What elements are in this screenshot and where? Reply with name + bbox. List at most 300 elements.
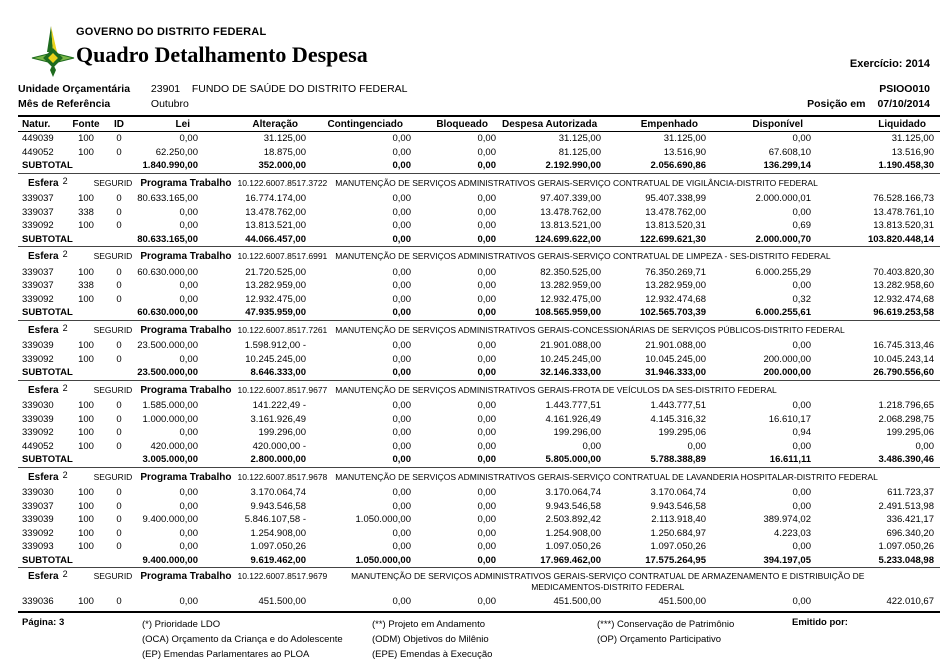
- value-cell: 0: [116, 487, 122, 499]
- natureza-cell: 339093: [22, 541, 54, 553]
- natureza-cell: 339030: [22, 400, 54, 412]
- subtotal-label: SUBTOTAL: [22, 307, 73, 319]
- subtotal-value-cell: 16.611,11: [769, 454, 811, 466]
- column-header-despesa-autorizada: Despesa Autorizada: [502, 117, 607, 132]
- value-cell: 0: [116, 220, 122, 232]
- esfera-value: 2: [62, 569, 68, 579]
- value-cell: 0,00: [392, 527, 411, 539]
- value-cell: 0,00: [477, 266, 496, 278]
- value-cell: 1.000.000,00: [142, 413, 198, 425]
- value-cell: 0,00: [179, 133, 198, 145]
- value-cell: 0,00: [392, 133, 411, 145]
- subtotal-value-cell: 1.840.990,00: [142, 160, 198, 172]
- subtotal-value-cell: 2.056.690,86: [650, 160, 706, 172]
- subtotal-value-cell: 9.400.000,00: [142, 554, 198, 566]
- value-cell: 0: [116, 427, 122, 439]
- value-cell: 10.245.245,00: [540, 353, 601, 365]
- table-row: [18, 293, 940, 307]
- reference-month-value: Outubro: [150, 98, 189, 110]
- value-cell: 1.097.050,26: [250, 541, 306, 553]
- column-header-lei: Lei: [134, 117, 204, 132]
- programa-trabalho-label: Programa Trabalho: [140, 384, 232, 396]
- gdf-logo-icon: [30, 26, 76, 78]
- subtotal-value-cell: 96.619.253,58: [873, 307, 934, 319]
- value-cell: 199.295,06: [658, 427, 706, 439]
- subtotal-value-cell: 394.197,05: [763, 554, 811, 566]
- table-row: [18, 540, 940, 554]
- natureza-cell: 339092: [22, 353, 54, 365]
- value-cell: 0,00: [392, 541, 411, 553]
- value-cell: 100: [78, 266, 94, 278]
- esfera-label: Esfera: [28, 571, 59, 582]
- value-cell: 0,32: [792, 293, 811, 305]
- value-cell: 696.340,20: [886, 527, 934, 539]
- subtotal-row: [18, 453, 940, 467]
- value-cell: 82.350.525,00: [540, 266, 601, 278]
- value-cell: 0,94: [792, 427, 811, 439]
- value-cell: 100: [78, 400, 94, 412]
- programa-trabalho-description: MANUTENÇÃO DE SERVIÇOS ADMINISTRATIVOS GERAIS-CONCESSIONÁRIAS DE SERVIÇOS PÚBLICOS-DISTRITO FEDERAL: [335, 324, 845, 335]
- esfera-label: Esfera: [28, 324, 59, 336]
- natureza-cell: 449052: [22, 146, 54, 158]
- subtotal-value-cell: 8.646.333,00: [250, 367, 306, 379]
- legend-item: (***) Conservação de Patrimônio: [597, 618, 735, 630]
- column-header-fonte: Fonte: [68, 117, 104, 132]
- value-cell: 100: [78, 293, 94, 305]
- value-cell: 0: [116, 133, 122, 145]
- value-cell: 9.400.000,00: [142, 514, 198, 526]
- value-cell: 0,00: [792, 280, 811, 292]
- value-cell: 0,00: [477, 427, 496, 439]
- value-cell: 336.421,17: [886, 514, 934, 526]
- value-cell: 0,00: [477, 500, 496, 512]
- esfera-value: 2: [62, 322, 68, 333]
- value-cell: 0,00: [477, 193, 496, 205]
- table-row: [18, 426, 940, 440]
- value-cell: 0: [116, 293, 122, 305]
- value-cell: 100: [78, 596, 94, 608]
- subtotal-row: [18, 366, 940, 380]
- value-cell: 0,00: [477, 440, 496, 452]
- subtotal-value-cell: 5.233.048,98: [878, 554, 934, 566]
- column-header-id: ID: [104, 117, 134, 132]
- table-row: [18, 146, 940, 160]
- subtotal-value-cell: 9.619.462,00: [250, 554, 306, 566]
- value-cell: 100: [78, 193, 94, 205]
- expense-table: [18, 117, 940, 609]
- value-cell: 13.478.762,00: [540, 206, 601, 218]
- value-cell: 389.974,02: [763, 514, 811, 526]
- programa-trabalho-label: Programa Trabalho: [140, 177, 232, 189]
- value-cell: 0,00: [392, 353, 411, 365]
- value-cell: 1.598.912,00 -: [244, 340, 306, 352]
- value-cell: 0,00: [392, 413, 411, 425]
- legend-item: (OCA) Orçamento da Criança e do Adolescente: [142, 633, 343, 645]
- budget-unit-row: [18, 82, 940, 97]
- value-cell: 100: [78, 487, 94, 499]
- position-date: [807, 97, 930, 112]
- subtotal-label: SUBTOTAL: [22, 454, 73, 466]
- value-cell: 0,00: [392, 596, 411, 608]
- value-cell: 0: [116, 541, 122, 553]
- value-cell: 97.407.339,00: [540, 193, 601, 205]
- esfera-row: [18, 173, 940, 192]
- value-cell: 13.282.958,60: [873, 280, 934, 292]
- value-cell: 1.443.777,51: [650, 400, 706, 412]
- value-cell: 0: [116, 206, 122, 218]
- value-cell: 0,00: [477, 487, 496, 499]
- natureza-cell: 339037: [22, 193, 54, 205]
- value-cell: 0,00: [792, 596, 811, 608]
- programa-trabalho-description: MANUTENÇÃO DE SERVIÇOS ADMINISTRATIVOS GERAIS-SERVIÇO CONTRATUAL DE LIMPEZA - SES-DISTRITO FEDERAL: [335, 251, 831, 262]
- subtotal-value-cell: 0,00: [477, 233, 496, 245]
- subtotal-row: [18, 306, 940, 320]
- programa-trabalho-code: 10.122.6007.8517.9679: [237, 571, 328, 581]
- esfera-row: [18, 247, 940, 266]
- subtotal-value-cell: 17.575.264,95: [645, 554, 706, 566]
- subtotal-row: [18, 233, 940, 247]
- value-cell: 0,00: [477, 413, 496, 425]
- column-header-empenhado: Empenhado: [607, 117, 712, 132]
- value-cell: 338: [78, 206, 94, 218]
- subtotal-value-cell: 17.969.462,00: [540, 554, 601, 566]
- value-cell: 141.222,49 -: [252, 400, 306, 412]
- value-cell: 23.500.000,00: [137, 340, 198, 352]
- programa-trabalho-label: Programa Trabalho: [140, 471, 232, 483]
- value-cell: 100: [78, 133, 94, 145]
- value-cell: 0,00: [392, 340, 411, 352]
- esfera-row: [18, 568, 940, 596]
- subtotal-value-cell: 5.788.388,89: [650, 454, 706, 466]
- table-row: [18, 132, 940, 146]
- natureza-cell: 339036: [22, 596, 54, 608]
- subtotal-value-cell: 1.050.000,00: [355, 554, 411, 566]
- legend-column-1: [142, 617, 372, 662]
- position-label: Posição em: [807, 98, 866, 110]
- subtotal-value-cell: 352.000,00: [258, 160, 306, 172]
- value-cell: 0,00: [792, 440, 811, 452]
- report-header: [18, 0, 940, 82]
- page-number: Página: 3: [22, 616, 65, 628]
- table-row: [18, 595, 940, 609]
- column-header-liquidado: Liquidado: [817, 117, 940, 132]
- value-cell: 3.161.926,49: [250, 413, 306, 425]
- subtotal-value-cell: 0,00: [477, 554, 496, 566]
- programa-trabalho-description: MANUTENÇÃO DE SERVIÇOS ADMINISTRATIVOS GERAIS-SERVIÇO CONTRATUAL DE VIGILÂNCIA-DISTRITO FEDERAL: [335, 177, 818, 188]
- legend-item: (**) Projeto em Andamento: [372, 618, 486, 630]
- value-cell: 1.443.777,51: [545, 400, 601, 412]
- value-cell: 0,00: [392, 487, 411, 499]
- esfera-row: [18, 380, 940, 399]
- value-cell: 80.633.165,00: [137, 193, 198, 205]
- esfera-label: Esfera: [28, 251, 59, 263]
- value-cell: 10.045.243,14: [873, 353, 934, 365]
- budget-unit-label: Unidade Orçamentária: [18, 83, 131, 95]
- subtotal-value-cell: 0,00: [392, 454, 411, 466]
- value-cell: 420.000,00 -: [252, 440, 306, 452]
- value-cell: 12.932.474,68: [873, 293, 934, 305]
- value-cell: 451.500,00: [658, 596, 706, 608]
- esfera-label: Esfera: [28, 471, 59, 483]
- value-cell: 0,00: [477, 206, 496, 218]
- legend-column-2: [372, 617, 597, 662]
- subtotal-value-cell: 122.699.621,30: [639, 233, 706, 245]
- value-cell: 100: [78, 220, 94, 232]
- natureza-cell: 449039: [22, 133, 54, 145]
- value-cell: 0,00: [582, 440, 601, 452]
- reference-month-row: [18, 97, 940, 112]
- value-cell: 60.630.000,00: [137, 266, 198, 278]
- position-value: 07/10/2014: [877, 98, 930, 110]
- budget-unit-code: 23901: [150, 83, 181, 95]
- value-cell: 338: [78, 280, 94, 292]
- subtotal-value-cell: 60.630.000,00: [137, 307, 198, 319]
- value-cell: 0,00: [392, 280, 411, 292]
- natureza-cell: 339039: [22, 514, 54, 526]
- value-cell: 13.282.959,00: [540, 280, 601, 292]
- value-cell: 0,00: [179, 280, 198, 292]
- programa-trabalho-code: 10.122.6007.8517.7261: [237, 324, 328, 335]
- subtotal-value-cell: 1.190.458,30: [878, 160, 934, 172]
- value-cell: 451.500,00: [258, 596, 306, 608]
- programa-trabalho-code: 10.122.6007.8517.6991: [237, 251, 328, 262]
- value-cell: 0,00: [477, 293, 496, 305]
- value-cell: 81.125,00: [558, 146, 601, 158]
- natureza-cell: 339092: [22, 220, 54, 232]
- value-cell: 199.296,00: [553, 427, 601, 439]
- value-cell: 0,00: [179, 353, 198, 365]
- natureza-cell: 339037: [22, 280, 54, 292]
- value-cell: 12.932.475,00: [540, 293, 601, 305]
- value-cell: 31.125,00: [663, 133, 706, 145]
- value-cell: 1.097.050,26: [878, 541, 934, 553]
- value-cell: 12.932.475,00: [245, 293, 306, 305]
- value-cell: 100: [78, 514, 94, 526]
- value-cell: 420.000,00: [150, 440, 198, 452]
- value-cell: 0: [116, 500, 122, 512]
- subtotal-value-cell: 32.146.333,00: [540, 367, 601, 379]
- value-cell: 100: [78, 541, 94, 553]
- esfera-value: 2: [62, 175, 68, 186]
- programa-trabalho-description: MANUTENÇÃO DE SERVIÇOS ADMINISTRATIVOS GERAIS-FROTA DE VEÍCULOS DA SES-DISTRITO FEDERAL: [335, 384, 777, 395]
- value-cell: 422.010,67: [886, 596, 934, 608]
- value-cell: 1.050.000,00: [355, 514, 411, 526]
- natureza-cell: 339092: [22, 293, 54, 305]
- table-row: [18, 399, 940, 413]
- value-cell: 9.943.546,58: [250, 500, 306, 512]
- value-cell: 0,00: [392, 146, 411, 158]
- natureza-cell: 339037: [22, 266, 54, 278]
- value-cell: 0: [116, 280, 122, 292]
- value-cell: 0,00: [792, 487, 811, 499]
- natureza-cell: 339039: [22, 340, 54, 352]
- report-footer: [18, 613, 940, 662]
- value-cell: 0,00: [179, 293, 198, 305]
- value-cell: 0: [116, 146, 122, 158]
- value-cell: 12.932.474,68: [645, 293, 706, 305]
- programa-trabalho-label: Programa Trabalho: [140, 251, 232, 263]
- value-cell: 13.813.520,31: [645, 220, 706, 232]
- subtotal-value-cell: 26.790.556,60: [873, 367, 934, 379]
- column-header-contingenciado: Contingenciado: [312, 117, 417, 132]
- table-row: [18, 206, 940, 220]
- value-cell: 100: [78, 413, 94, 425]
- value-cell: 1.254.908,00: [250, 527, 306, 539]
- expense-table-body: [18, 132, 940, 609]
- value-cell: 21.720.525,00: [245, 266, 306, 278]
- esfera-sphere: SEGURID: [93, 384, 133, 395]
- value-cell: 1.250.684,97: [650, 527, 706, 539]
- value-cell: 451.500,00: [553, 596, 601, 608]
- subtotal-value-cell: 44.066.457,00: [245, 233, 306, 245]
- value-cell: 0,00: [477, 146, 496, 158]
- report-code: PSIOO010: [879, 83, 930, 95]
- programa-trabalho-description: MANUTENÇÃO DE SERVIÇOS ADMINISTRATIVOS GERAIS-SERVIÇO CONTRATUAL DE ARMAZENAMENTO E DISTRIBUIÇÃO DE MEDICAMENTOS-DISTRITO FEDERAL: [351, 571, 865, 592]
- subtotal-label: SUBTOTAL: [22, 367, 73, 379]
- value-cell: 13.516,90: [663, 146, 706, 158]
- value-cell: 100: [78, 427, 94, 439]
- esfera-value: 2: [62, 249, 68, 260]
- value-cell: 2.000.000,01: [755, 193, 811, 205]
- report-title: Quadro Detalhamento Despesa: [76, 42, 368, 67]
- value-cell: 2.068.298,75: [878, 413, 934, 425]
- value-cell: 3.170.064,74: [545, 487, 601, 499]
- esfera-sphere: SEGURID: [93, 471, 133, 482]
- column-header-altera-o: Alteração: [204, 117, 312, 132]
- subtotal-value-cell: 5.805.000,00: [545, 454, 601, 466]
- value-cell: 0,00: [392, 440, 411, 452]
- table-row: [18, 527, 940, 541]
- programa-trabalho-code: 10.122.6007.8517.3722: [237, 177, 328, 188]
- subtotal-value-cell: 0,00: [392, 160, 411, 172]
- value-cell: 0,00: [792, 541, 811, 553]
- programa-trabalho-description: MANUTENÇÃO DE SERVIÇOS ADMINISTRATIVOS GERAIS-SERVIÇO CONTRATUAL DE LAVANDERIA HOSPITALAR-DISTRITO FEDERAL: [335, 471, 878, 482]
- value-cell: 0,00: [792, 206, 811, 218]
- value-cell: 100: [78, 353, 94, 365]
- value-cell: 10.245.245,00: [245, 353, 306, 365]
- subtotal-value-cell: 108.565.959,00: [534, 307, 601, 319]
- programa-trabalho-code: 10.122.6007.8517.9677: [237, 384, 328, 395]
- subtotal-label: SUBTOTAL: [22, 233, 73, 245]
- value-cell: 0,00: [477, 280, 496, 292]
- value-cell: 67.608,10: [768, 146, 811, 158]
- value-cell: 0: [116, 596, 122, 608]
- natureza-cell: 339030: [22, 487, 54, 499]
- value-cell: 100: [78, 440, 94, 452]
- value-cell: 1.097.050,26: [650, 541, 706, 553]
- subtotal-value-cell: 0,00: [392, 233, 411, 245]
- esfera-sphere: SEGURID: [93, 324, 133, 335]
- value-cell: 0: [116, 413, 122, 425]
- esfera-value: 2: [62, 469, 68, 480]
- exercise-year: Exercício: 2014: [849, 58, 930, 70]
- subtotal-value-cell: 200.000,00: [763, 367, 811, 379]
- esfera-label: Esfera: [28, 177, 59, 189]
- esfera-sphere: SEGURID: [93, 571, 133, 581]
- value-cell: 100: [78, 340, 94, 352]
- value-cell: 16.745.313,46: [873, 340, 934, 352]
- value-cell: 0,00: [915, 440, 934, 452]
- subtotal-row: [18, 159, 940, 173]
- esfera-row: [18, 467, 940, 486]
- value-cell: 95.407.338,99: [645, 193, 706, 205]
- value-cell: 1.097.050,26: [545, 541, 601, 553]
- legend-item: (ODM) Objetivos do Milênio: [372, 633, 489, 645]
- value-cell: 13.478.762,00: [645, 206, 706, 218]
- budget-unit-name: FUNDO DE SAÚDE DO DISTRITO FEDERAL: [191, 83, 408, 95]
- value-cell: 16.610,17: [768, 413, 811, 425]
- subtotal-value-cell: 3.486.390,46: [878, 454, 934, 466]
- column-header-row: [18, 117, 940, 132]
- table-row: [18, 339, 940, 353]
- esfera-sphere: SEGURID: [93, 251, 133, 262]
- value-cell: 13.282.959,00: [245, 280, 306, 292]
- value-cell: 70.403.820,30: [873, 266, 934, 278]
- column-header-bloqueado: Bloqueado: [417, 117, 502, 132]
- subtotal-value-cell: 102.565.703,39: [639, 307, 706, 319]
- government-name: GOVERNO DO DISTRITO FEDERAL: [76, 26, 267, 38]
- value-cell: 13.478.762,00: [245, 206, 306, 218]
- natureza-cell: 339037: [22, 206, 54, 218]
- value-cell: 0,00: [179, 427, 198, 439]
- subtotal-value-cell: 6.000.255,61: [755, 307, 811, 319]
- value-cell: 0,00: [477, 400, 496, 412]
- value-cell: 4.145.316,32: [650, 413, 706, 425]
- table-row: [18, 279, 940, 293]
- table-row: [18, 219, 940, 233]
- emitted-by-label: Emitido por:: [792, 616, 848, 628]
- value-cell: 611.723,37: [887, 487, 934, 499]
- subtotal-value-cell: 3.005.000,00: [142, 454, 198, 466]
- value-cell: 0,00: [477, 353, 496, 365]
- subtotal-label: SUBTOTAL: [22, 554, 73, 566]
- value-cell: 0,69: [792, 220, 811, 232]
- value-cell: 0,00: [179, 220, 198, 232]
- subtotal-value-cell: 2.000.000,70: [755, 233, 811, 245]
- programa-trabalho-label: Programa Trabalho: [140, 324, 232, 336]
- subtotal-value-cell: 0,00: [392, 307, 411, 319]
- value-cell: 0: [116, 527, 122, 539]
- subtotal-value-cell: 0,00: [477, 160, 496, 172]
- value-cell: 5.846.107,58 -: [244, 514, 306, 526]
- subtotal-value-cell: 136.299,14: [763, 160, 811, 172]
- value-cell: 21.901.088,00: [645, 340, 706, 352]
- table-row: [18, 500, 940, 514]
- table-row: [18, 413, 940, 427]
- value-cell: 0,00: [179, 596, 198, 608]
- value-cell: 3.170.064,74: [650, 487, 706, 499]
- value-cell: 4.161.926,49: [545, 413, 601, 425]
- legend-item: (OP) Orçamento Participativo: [597, 633, 722, 645]
- table-row: [18, 513, 940, 527]
- value-cell: 1.254.908,00: [545, 527, 601, 539]
- value-cell: 4.223,03: [774, 527, 811, 539]
- legend-item: (*) Prioridade LDO: [142, 618, 221, 630]
- value-cell: 0,00: [687, 440, 706, 452]
- subtotal-value-cell: 31.946.333,00: [645, 367, 706, 379]
- table-row: [18, 440, 940, 454]
- value-cell: 2.113.918,40: [651, 514, 706, 526]
- natureza-cell: 449052: [22, 440, 54, 452]
- legend-item: (EP) Emendas Parlamentares ao PLOA: [142, 648, 310, 660]
- subtotal-value-cell: 2.192.990,00: [545, 160, 601, 172]
- subtotal-value-cell: 0,00: [392, 367, 411, 379]
- value-cell: 0: [116, 440, 122, 452]
- value-cell: 2.503.892,42: [545, 514, 601, 526]
- value-cell: 31.125,00: [891, 133, 934, 145]
- value-cell: 100: [78, 527, 94, 539]
- value-cell: 0: [116, 193, 122, 205]
